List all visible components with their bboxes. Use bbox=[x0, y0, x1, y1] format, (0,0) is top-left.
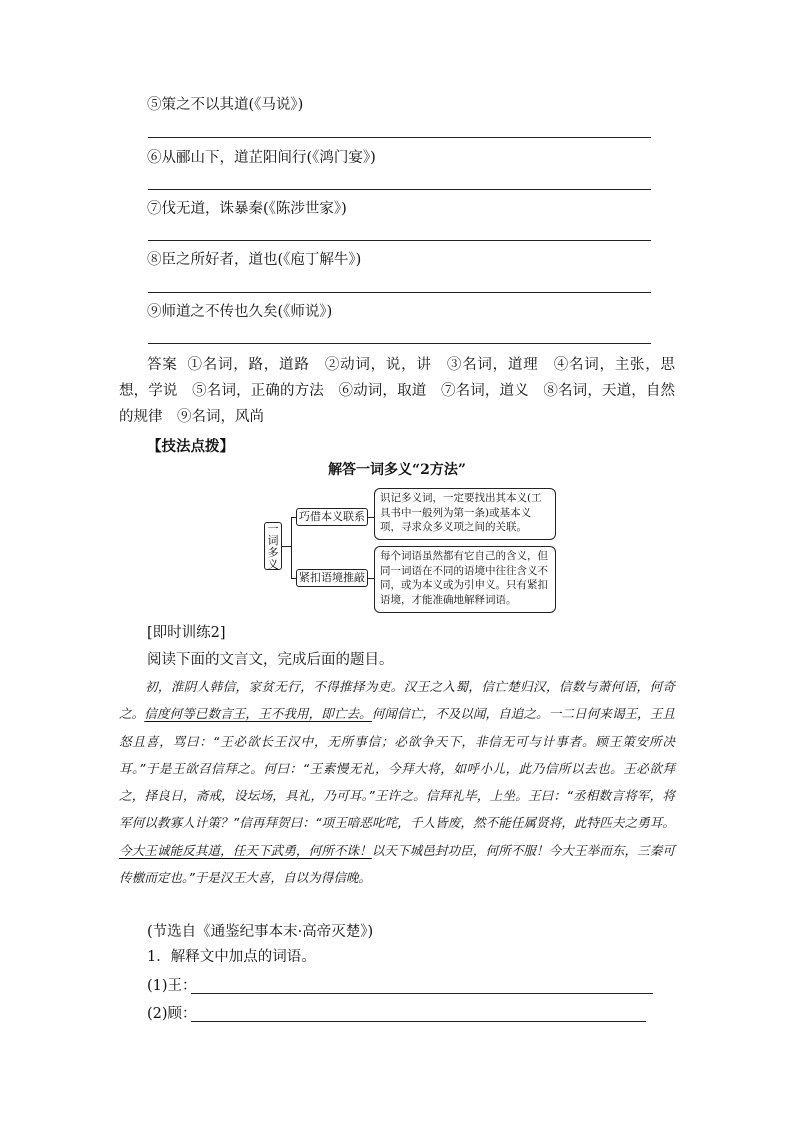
connector-root bbox=[282, 546, 291, 547]
passage-source: (节选自《通鉴纪事本末·高帝灭楚》) bbox=[147, 924, 374, 940]
answer-label: 答案 bbox=[147, 357, 178, 373]
task-1: 1．解释文中加点的词语。 bbox=[147, 949, 316, 965]
answer-line-8[interactable] bbox=[148, 292, 651, 293]
passage-part-1: 初，淮阴人韩信，家贫无行，不得推择为吏。汉王之入蜀，信亡楚归汉，信数与萧何语，何奇之。 bbox=[119, 679, 675, 722]
item-1-answer-line[interactable] bbox=[191, 993, 653, 994]
answer-line-9[interactable] bbox=[148, 343, 651, 344]
method-2-box: 紧扣语境推敲 bbox=[296, 569, 368, 587]
item-1-label: (1)王： bbox=[147, 978, 197, 994]
root-char-4: 义 bbox=[267, 558, 279, 571]
question-6: ⑥从郦山下，道芷阳间行(《鸿门宴》) bbox=[147, 150, 376, 166]
connector-vertical bbox=[291, 517, 292, 578]
diagram-title: 解答一词多义“2方法” bbox=[328, 462, 466, 478]
question-7: ⑦伐无道，诛暴秦(《陈涉世家》) bbox=[147, 201, 347, 217]
method-1-box: 巧借本义联系 bbox=[296, 508, 368, 526]
answer-line-7[interactable] bbox=[148, 240, 651, 241]
classical-passage bbox=[119, 673, 675, 891]
answer-text: ①名词，路，道路 ②动词，说，讲 ③名词，道理 ④名词，主张，思想，学说 ⑤名词，正确的方法 ⑥动词，取道 ⑦名词，道义 ⑧名词，天道，自然的规律 ⑨名词，风尚 bbox=[119, 357, 675, 425]
method-diagram bbox=[264, 486, 558, 616]
item-2-label: (2)顾： bbox=[147, 1006, 197, 1022]
question-5: ⑤策之不以其道(《马说》) bbox=[147, 97, 304, 113]
root-char-1: 一 bbox=[267, 522, 279, 535]
item-2-answer-line[interactable] bbox=[191, 1021, 646, 1022]
root-char-3: 多 bbox=[267, 546, 279, 559]
root-char-2: 词 bbox=[267, 534, 279, 547]
method-2-description: 每个词语虽然都有它自己的含义，但同一词语在不同的语境中往往含义不同，或为本义或为引申义。只有紧扣语境，才能准确地解释词语。 bbox=[374, 546, 556, 613]
diagram-root bbox=[264, 522, 282, 570]
question-8: ⑧臣之所好者，道也(《庖丁解牛》) bbox=[147, 252, 362, 268]
passage-underlined-2: 今大王诚能反其道，任天下武勇，何所不诛！ bbox=[119, 842, 372, 858]
technique-heading: 【技法点拨】 bbox=[147, 438, 234, 455]
method-1-description: 识记多义词，一定要找出其本义(工具书中一般列为第一条)或基本义项，寻求众多义项之间的关联。 bbox=[374, 488, 556, 540]
passage-part-3: 以天下城邑封功臣，何所不服！今大王举而东，三秦可传檄而定也。”于是汉王大喜，自以为得信晚。 bbox=[119, 842, 676, 886]
training-heading: [即时训练2] bbox=[147, 625, 226, 641]
answer-line-5[interactable] bbox=[148, 137, 651, 138]
passage-part-2: 何闻信亡，不及以闻，自追之。一二日何来谒王，王且怒且喜，骂曰：“王必欲长王汉中，无所事信；必欲争天下，非信无可与计事者。顾王策安所决耳。”于是王欲召信拜之。何曰：“王素慢无礼，今拜大将，如呼小儿，此乃信所以去也。王必欲拜之，择良日，斋戒，设坛场，具礼，乃可耳。”王许之。信拜礼毕，上坐。王曰：“丞相数言将军，将军何以教寡人计策？”信再拜贺曰：“项王喑恶叱咤，千人皆废，然不能任属贤将，此特匹夫之勇耳。 bbox=[119, 706, 676, 831]
training-intro: 阅读下面的文言文，完成后面的题目。 bbox=[147, 652, 394, 668]
answer-line-6[interactable] bbox=[148, 189, 651, 190]
answer-block bbox=[119, 352, 675, 430]
passage-underlined-1: 信度何等已数言王，王不我用，即亡去。 bbox=[144, 706, 372, 722]
question-9: ⑨师道之不传也久矣(《师说》) bbox=[147, 304, 333, 320]
